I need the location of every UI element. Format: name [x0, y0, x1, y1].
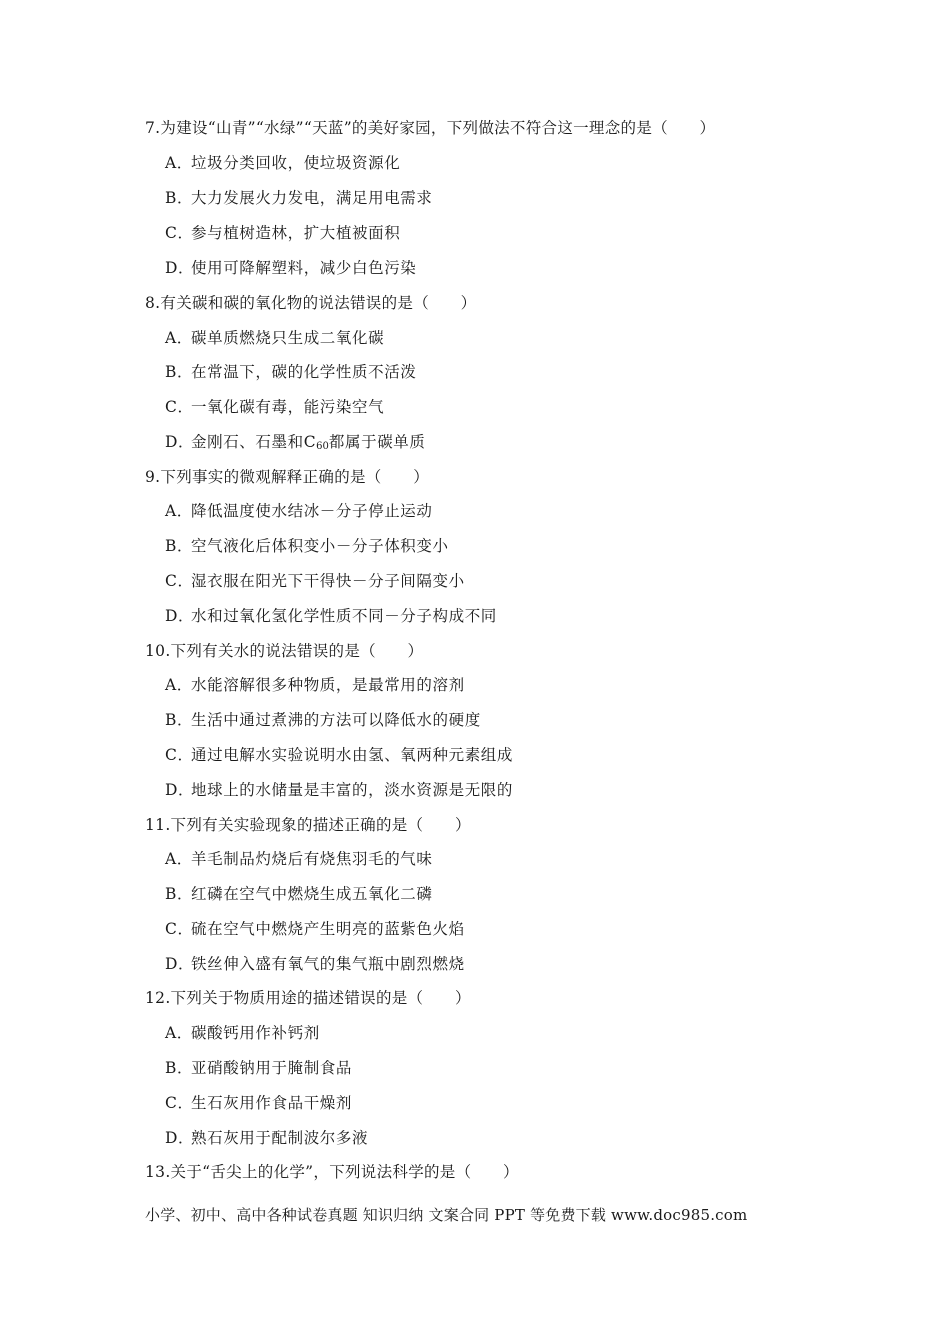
option-letter: B．: [165, 363, 194, 381]
question-12-option-b: [165, 1058, 352, 1078]
question-11-option-a: [165, 849, 433, 869]
option-text: 一氧化碳有毒，能污染空气: [191, 398, 385, 416]
question-9-option-d: [165, 606, 497, 626]
option-letter: C．: [165, 572, 194, 590]
option-text: 在常温下，碳的化学性质不活泼: [191, 363, 417, 381]
question-7-stem: 7.为建设“山青”“水绿”“天蓝”的美好家园，下列做法不符合这一理念的是（ ）: [145, 119, 716, 137]
question-10-stem: 10.下列有关水的说法错误的是（ ）: [145, 642, 424, 660]
option-letter: B．: [165, 885, 194, 903]
question-9-option-b: [165, 536, 449, 556]
option-letter: C．: [165, 1094, 194, 1112]
option-letter: A．: [165, 502, 193, 520]
option-text: 生石灰用作食品干燥剂: [191, 1094, 353, 1112]
question-9-option-c: [165, 571, 465, 591]
option-text: 空气液化后体积变小－分子体积变小: [191, 537, 449, 555]
option-text: 水能溶解很多种物质，是最常用的溶剂: [191, 676, 465, 694]
option-letter: D．: [165, 433, 195, 451]
question-10-option-d: [165, 780, 513, 800]
option-text: 熟石灰用于配制波尔多液: [191, 1129, 369, 1147]
option-letter: C．: [165, 224, 194, 242]
option-text: 垃圾分类回收，使垃圾资源化: [191, 154, 401, 172]
option-text: 大力发展火力发电，满足用电需求: [191, 189, 433, 207]
footer-download-note: 小学、初中、高中各种试卷真题 知识归纳 文案合同 PPT 等免费下载 www.doc985.com: [145, 1206, 748, 1224]
question-8-option-a: [165, 328, 384, 348]
question-10-option-c: [165, 745, 513, 765]
option-letter: A．: [165, 676, 193, 694]
option-text: 亚硝酸钠用于腌制食品: [191, 1059, 353, 1077]
option-text: 红磷在空气中燃烧生成五氧化二磷: [191, 885, 433, 903]
question-11-option-b: [165, 884, 433, 904]
option-text: 湿衣服在阳光下干得快－分子间隔变小: [191, 572, 465, 590]
option-letter: A．: [165, 154, 193, 172]
question-10-option-b: [165, 710, 481, 730]
question-9-option-a: [165, 501, 433, 521]
subscript-60: 60: [316, 441, 329, 452]
question-12-option-c: [165, 1093, 352, 1113]
option-text: 羊毛制品灼烧后有烧焦羽毛的气味: [191, 850, 433, 868]
option-letter: C．: [165, 398, 194, 416]
question-8-option-b: [165, 362, 416, 382]
option-text: 使用可降解塑料，减少白色污染: [191, 259, 417, 277]
option-text-before: 金刚石、石墨和C: [191, 433, 317, 451]
option-letter: B．: [165, 711, 194, 729]
option-letter: A．: [165, 329, 193, 347]
question-11-stem: 11.下列有关实验现象的描述正确的是（ ）: [145, 816, 471, 834]
option-letter: D．: [165, 607, 195, 625]
option-text: 硫在空气中燃烧产生明亮的蓝紫色火焰: [191, 920, 465, 938]
option-text: 生活中通过煮沸的方法可以降低水的硬度: [191, 711, 481, 729]
option-text: 水和过氧化氢化学性质不同－分子构成不同: [191, 607, 497, 625]
question-9-stem: 9.下列事实的微观解释正确的是（ ）: [145, 468, 429, 486]
option-text-after: 都属于碳单质: [328, 433, 426, 451]
option-letter: B．: [165, 189, 194, 207]
option-letter: D．: [165, 1129, 195, 1147]
question-10-option-a: [165, 675, 465, 695]
option-letter: A．: [165, 1024, 193, 1042]
option-text: 降低温度使水结冰－分子停止运动: [191, 502, 433, 520]
question-13-stem: 13.关于“舌尖上的化学”，下列说法科学的是（ ）: [145, 1163, 519, 1181]
option-text: 碳单质燃烧只生成二氧化碳: [191, 329, 385, 347]
question-12-option-d: [165, 1128, 368, 1148]
question-7-option-a: [165, 153, 400, 173]
question-12-option-a: [165, 1023, 320, 1043]
question-11-option-d: [165, 954, 465, 974]
option-letter: A．: [165, 850, 193, 868]
option-letter: D．: [165, 955, 195, 973]
option-letter: B．: [165, 537, 194, 555]
option-text: 通过电解水实验说明水由氢、氧两种元素组成: [191, 746, 514, 764]
option-text: 碳酸钙用作补钙剂: [191, 1024, 320, 1042]
option-letter: C．: [165, 920, 194, 938]
option-text: 地球上的水储量是丰富的，淡水资源是无限的: [191, 781, 514, 799]
option-text: 铁丝伸入盛有氧气的集气瓶中剧烈燃烧: [191, 955, 465, 973]
question-7-option-d: [165, 258, 416, 278]
option-letter: D．: [165, 259, 195, 277]
question-8-option-d: [165, 432, 426, 457]
option-letter: D．: [165, 781, 195, 799]
question-7-option-b: [165, 188, 433, 208]
question-11-option-c: [165, 919, 465, 939]
option-letter: B．: [165, 1059, 194, 1077]
question-12-stem: 12.下列关于物质用途的描述错误的是（ ）: [145, 989, 471, 1007]
option-letter: C．: [165, 746, 194, 764]
question-8-stem: 8.有关碳和碳的氧化物的说法错误的是（ ）: [145, 294, 477, 312]
question-7-option-c: [165, 223, 400, 243]
question-8-option-c: [165, 397, 384, 417]
option-text: 参与植树造林，扩大植被面积: [191, 224, 401, 242]
